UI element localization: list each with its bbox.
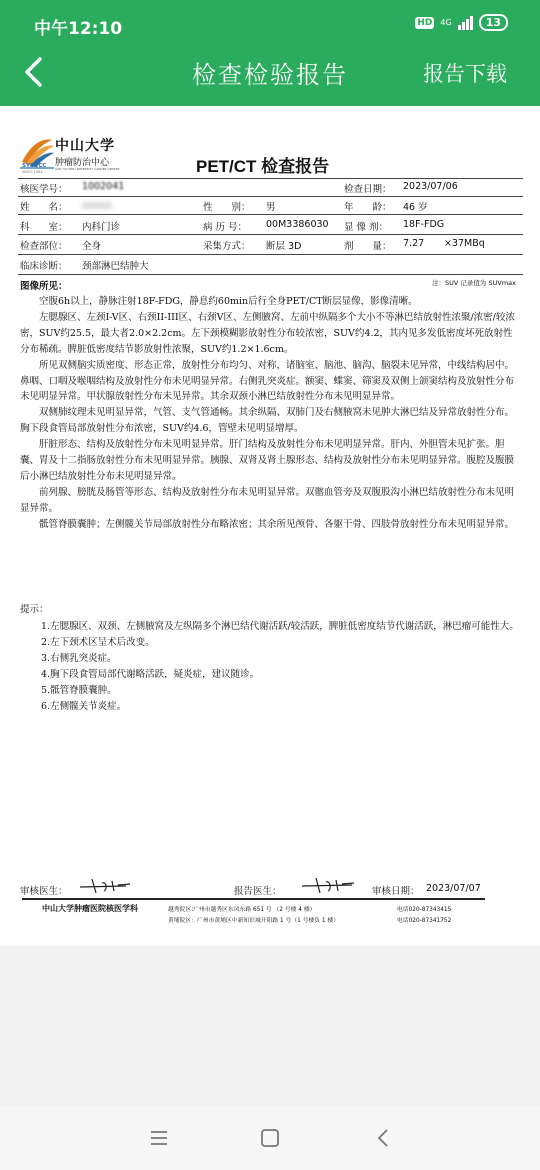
nuclear-no-value: 1002041 — [82, 181, 125, 192]
org-since: SINCE 1964 — [22, 170, 43, 174]
dose-unit: ×37MBq — [444, 238, 485, 249]
footer-address-1: 越秀院区:广州市越秀区东风东路 651 号 （2 号楼 4 楼） — [168, 907, 316, 913]
part-value: 全身 — [82, 241, 102, 252]
header-top-line — [18, 178, 523, 179]
tips-list — [41, 619, 519, 715]
name-label: 姓 名： — [20, 202, 68, 213]
sex-label: 性 别： — [203, 202, 251, 213]
network-type: 4G — [440, 17, 452, 27]
name-value-redacted — [82, 202, 112, 209]
status-icons — [415, 14, 508, 31]
findings-title: 图像所见： — [20, 281, 68, 292]
header-line — [18, 234, 523, 235]
system-nav-bar — [0, 1106, 540, 1170]
agent-value: 18F-FDG — [403, 219, 445, 230]
footer-dept: 中山大学肿瘤医院核医学科 — [42, 904, 138, 913]
findings-paragraph: 左腮腺区、左颈I-V区、右颈II-III区、右颈V区、左侧腋窝、左前中纵隔多个大小不等淋巴结放射性浓聚/浓密/较浓密，SUV约25.5，最大者2.0×2.2cm。左下颈模糊影放射性分布较浓密，SUV约4.2，其内见多发低密度坏死放射性分布稀疏。脾脏低密度结节影放射性浓聚，SUV约1.2×1.6cm。 — [20, 311, 515, 355]
tip-item: 6.左侧髋关节炎症。 — [41, 701, 127, 712]
tip-item: 2.左下颈术区呈术后改变。 — [41, 637, 155, 648]
battery-indicator: 13 — [479, 14, 508, 31]
findings-paragraph: 空腹6h以上，静脉注射18F-FDG，静息约60min后行全身PET/CT断层显像，影像清晰。 — [39, 296, 418, 307]
header-line — [18, 214, 523, 215]
diagnosis-label: 临床诊断： — [20, 261, 68, 272]
reviewer-signature-icon — [78, 875, 133, 895]
record-label: 病 历 号： — [203, 222, 248, 233]
findings-paragraph: 前列腺、膀胱及肠管等形态、结构及放射性分布未见明显异常。双髂血管旁及双腹股沟小淋巴结放射性分布未见明显异常。 — [20, 486, 515, 514]
reporter-label: 报告医生： — [234, 886, 282, 897]
age-label: 年 龄： — [344, 202, 392, 213]
dept-label: 科 室： — [20, 222, 68, 233]
method-value: 断层 3D — [266, 241, 302, 252]
reviewer-label: 审核医生： — [20, 886, 68, 897]
org-english: SUN YAT-SEN UNIVERSITY CANCER CENTER — [55, 167, 120, 171]
review-date-value: 2023/07/07 — [426, 883, 481, 894]
report-download-button[interactable]: 报告下载 — [423, 62, 507, 86]
suv-note: 注：SUV 记录值为 SUVmax — [432, 279, 516, 287]
tips-title: 提示： — [20, 604, 49, 615]
dept-value: 内科门诊 — [82, 222, 121, 233]
findings-paragraph: 肝脏形态、结构及放射性分布未见明显异常。肝门结构及放射性分布未见明显异常。肝内、外胆管未见扩张。胆囊、胃及十二指肠放射性分布未见明显异常。胰腺、双肾及肾上腺形态、结构及放射性分布未见明显异常。腹腔及腹膜后小淋巴结放射性分布未见明显异常。 — [20, 439, 515, 482]
tip-item: 5.骶管脊膜囊肿。 — [41, 685, 117, 696]
agent-label: 显 像 剂： — [344, 222, 389, 233]
record-value: 00M3386030 — [266, 219, 329, 230]
sex-value: 男 — [266, 202, 276, 213]
tip-item: 3.右侧乳突炎症。 — [41, 653, 117, 664]
tip-item: 4.胸下段食管局部代谢略活跃，疑炎症，建议随诊。 — [41, 669, 260, 680]
diagnosis-value: 颈部淋巴结肿大 — [82, 261, 149, 272]
dose-value: 7.27 — [403, 238, 425, 249]
footer-phone-1: 电话020-87343415 — [397, 907, 452, 913]
findings-body — [20, 294, 520, 533]
review-date-label: 审核日期： — [372, 886, 420, 897]
back-icon[interactable] — [372, 1126, 396, 1150]
part-label: 检查部位： — [20, 241, 68, 252]
org-name: 中山大学 — [55, 138, 115, 154]
reporter-signature-icon — [300, 875, 355, 895]
footer-line — [22, 898, 485, 900]
exam-date-label: 检查日期： — [344, 184, 392, 195]
app-header — [0, 0, 540, 106]
home-icon[interactable] — [258, 1126, 282, 1150]
status-time: 中午12:10 — [34, 19, 123, 39]
org-subtitle: 肿瘤防治中心 — [55, 158, 110, 168]
report-title: PET/CT 检查报告 — [196, 157, 330, 176]
findings-paragraph: 骶管脊膜囊肿；左侧髋关节局部放射性分布略浓密；其余所见颅骨、各躯干骨、四肢骨放射性分布未见明显异常。 — [39, 518, 515, 530]
footer-address-2: 黄埔院区：广州市黄埔区中新知识城开阳路 1 号（1 号楼负 1 楼） — [168, 918, 339, 924]
nuclear-no-label: 核医学号： — [20, 184, 68, 195]
findings-paragraph: 双侧肺纹理未见明显异常，气管、支气管通畅。其余纵隔、双肺门及右侧腋窝未见肿大淋巴结及异常放射性分布。胸下段食管局部放射性分布浓密，SUV约4.6，管壁未见明显增厚。 — [20, 407, 515, 435]
tip-item: 1.左腮腺区、双颈、左侧腋窝及左纵隔多个淋巴结代谢活跃/较活跃，脾脏低密度结节代谢活跃，淋巴瘤可能性大。 — [41, 621, 519, 632]
header-line — [18, 196, 523, 197]
findings-paragraph: 所见双侧脑实质密度、形态正常，放射性分布均匀、对称，诸脑室、脑池、脑沟、脑裂未见异常，中线结构居中。鼻咽、口咽及喉咽结构及放射性分布未见明显异常。右侧乳突炎症。额窦、蝶窦、筛窦及双侧上颌窦结构及放射性分布未见明显异常。甲状腺放射性分布未见异常。其余双颈小淋巴结放射性分布未见明显异常。 — [20, 359, 515, 403]
signal-icon — [458, 16, 473, 30]
method-label: 采集方式： — [203, 241, 251, 252]
header-bottom-line — [18, 274, 523, 275]
header-line — [18, 254, 523, 255]
hd-badge: HD — [417, 17, 433, 28]
footer-phone-2: 电话020-87341752 — [397, 918, 452, 924]
menu-icon[interactable] — [147, 1126, 171, 1150]
exam-date-value: 2023/07/06 — [403, 181, 458, 192]
age-value: 46 岁 — [403, 202, 428, 213]
page-title: 检查检验报告 — [192, 61, 348, 89]
org-abbr: SYSUCC — [22, 163, 47, 169]
dose-label: 剂 量： — [344, 241, 392, 252]
report-document — [0, 106, 540, 946]
